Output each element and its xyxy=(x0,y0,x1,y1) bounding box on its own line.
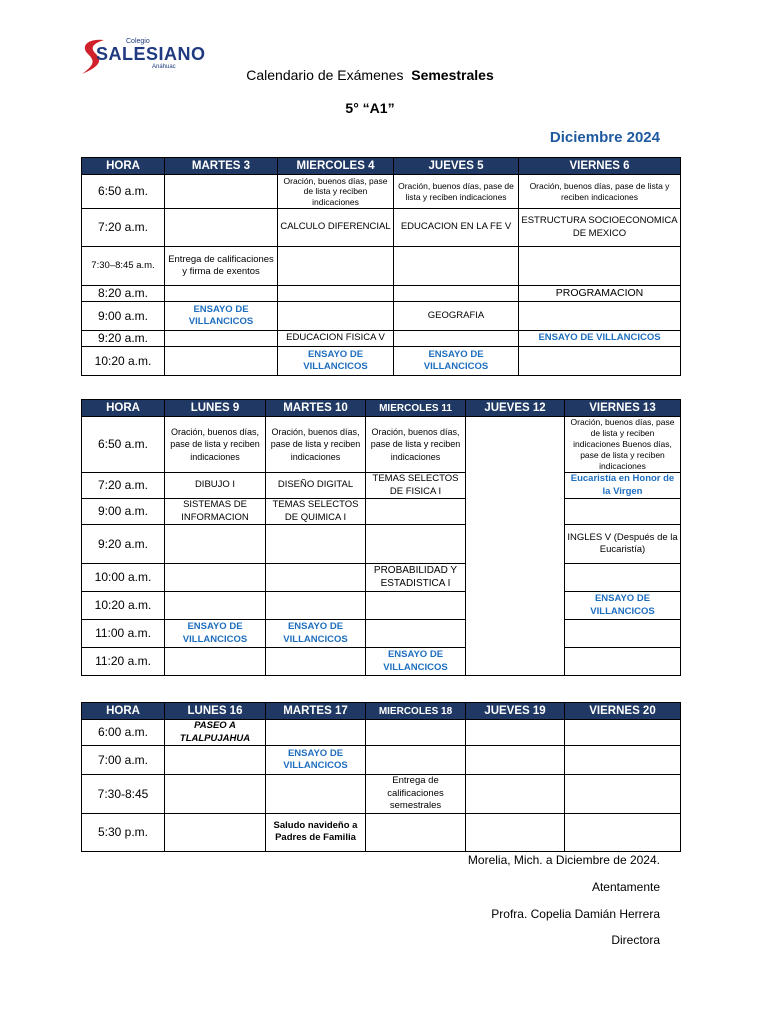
month-label: Diciembre 2024 xyxy=(549,129,660,146)
table-row xyxy=(82,247,681,286)
table-cell: Entrega de calificaciones y firma de exentos xyxy=(165,247,278,286)
logo-colegio-text: Colegio xyxy=(126,38,150,45)
table-row xyxy=(82,648,681,676)
hour-cell: 5:30 p.m. xyxy=(82,813,165,851)
table-cell: Oración, buenos días, pase de lista y reciben indicaciones xyxy=(266,417,366,473)
column-header: HORA xyxy=(82,400,165,417)
column-header: VIERNES 13 xyxy=(565,400,681,417)
table-row xyxy=(82,499,681,525)
table-cell: TEMAS SELECTOS DE QUIMICA I xyxy=(266,499,366,525)
table-header-row xyxy=(82,400,681,417)
table-cell xyxy=(266,775,366,814)
table-cell xyxy=(278,247,394,286)
table-row xyxy=(82,331,681,347)
table-cell xyxy=(266,592,366,620)
table-cell xyxy=(519,347,681,376)
table-cell xyxy=(165,564,266,592)
table-cell xyxy=(366,720,466,746)
table-cell: Oración, buenos días, pase de lista y reciben indicaciones xyxy=(165,417,266,473)
table-cell: PROGRAMACION xyxy=(519,286,681,302)
table-cell: Eucaristía en Honor de la Virgen xyxy=(565,473,681,499)
table-row xyxy=(82,620,681,648)
table-cell xyxy=(366,813,466,851)
table-cell xyxy=(165,175,278,209)
column-header: LUNES 16 xyxy=(165,703,266,720)
table-cell: ENSAYO DE VILLANCICOS xyxy=(266,620,366,648)
table-cell: PROBABILIDAD Y ESTADISTICA I xyxy=(366,564,466,592)
table-cell: DIBUJO I xyxy=(165,473,266,499)
hour-cell: 7:00 a.m. xyxy=(82,746,165,775)
table-cell: GEOGRAFIA xyxy=(394,302,519,331)
table-cell: ENSAYO DE VILLANCICOS xyxy=(165,302,278,331)
table-cell xyxy=(519,302,681,331)
table-cell xyxy=(565,720,681,746)
table-cell xyxy=(466,417,565,676)
table-cell: ENSAYO DE VILLANCICOS xyxy=(565,592,681,620)
table-cell xyxy=(165,775,266,814)
table-cell: EDUCACION EN LA FE V xyxy=(394,209,519,247)
table-cell xyxy=(565,499,681,525)
column-header: HORA xyxy=(82,158,165,175)
footer-signatory-name: Profra. Copelia Damián Herrera xyxy=(491,907,660,921)
schedule-table-week2 xyxy=(81,399,681,676)
schedule-table-week1 xyxy=(81,157,681,376)
table-cell xyxy=(165,648,266,676)
table-row xyxy=(82,746,681,775)
column-header: HORA xyxy=(82,703,165,720)
hour-cell: 6:50 a.m. xyxy=(82,175,165,209)
table-cell: Oración, buenos días, pase de lista y reciben indicaciones xyxy=(519,175,681,209)
column-header: VIERNES 20 xyxy=(565,703,681,720)
table-cell: SISTEMAS DE INFORMACION xyxy=(165,499,266,525)
table-cell xyxy=(266,525,366,564)
table-row xyxy=(82,347,681,376)
table-cell xyxy=(165,592,266,620)
table-cell: DISEÑO DIGITAL xyxy=(266,473,366,499)
column-header: JUEVES 5 xyxy=(394,158,519,175)
table-cell xyxy=(565,813,681,851)
table-row xyxy=(82,209,681,247)
table-cell xyxy=(394,331,519,347)
hour-cell: 10:00 a.m. xyxy=(82,564,165,592)
table-row xyxy=(82,175,681,209)
column-header: MARTES 17 xyxy=(266,703,366,720)
table-cell xyxy=(266,564,366,592)
table-row xyxy=(82,473,681,499)
hour-cell: 7:30-8:45 xyxy=(82,775,165,814)
table-cell xyxy=(466,720,565,746)
table-cell xyxy=(394,286,519,302)
table-cell xyxy=(565,775,681,814)
page-title xyxy=(0,67,740,83)
table-cell: ENSAYO DE VILLANCICOS xyxy=(394,347,519,376)
hour-cell: 9:00 a.m. xyxy=(82,302,165,331)
table-cell xyxy=(366,499,466,525)
footer-closing: Atentamente xyxy=(591,880,660,894)
hour-cell: 6:50 a.m. xyxy=(82,417,165,473)
table-cell xyxy=(278,286,394,302)
footer-place-date: Morelia, Mich. a Diciembre de 2024. xyxy=(467,853,660,867)
table-cell: ENSAYO DE VILLANCICOS xyxy=(519,331,681,347)
column-header: VIERNES 6 xyxy=(519,158,681,175)
table-cell xyxy=(466,746,565,775)
table-cell xyxy=(165,347,278,376)
table-cell: EDUCACION FISICA V xyxy=(278,331,394,347)
table-row xyxy=(82,813,681,851)
table-cell xyxy=(366,746,466,775)
hour-cell: 9:20 a.m. xyxy=(82,525,165,564)
table-row xyxy=(82,302,681,331)
table-row xyxy=(82,564,681,592)
column-header: MIERCOLES 11 xyxy=(366,400,466,417)
title-prefix: Calendario de Exámenes xyxy=(246,67,404,83)
logo-name-text: SALESIANO xyxy=(96,44,206,64)
table-row xyxy=(82,720,681,746)
table-cell xyxy=(165,286,278,302)
table-header-row xyxy=(82,158,681,175)
column-header: JUEVES 12 xyxy=(466,400,565,417)
table-cell: INGLES V (Después de la Eucaristía) xyxy=(565,525,681,564)
table-cell: ENSAYO DE VILLANCICOS xyxy=(366,648,466,676)
table-cell: Oración, buenos días, pase de lista y reciben indicaciones xyxy=(366,417,466,473)
table-cell xyxy=(366,592,466,620)
table-cell: Oración, buenos días, pase de lista y reciben indicaciones xyxy=(278,175,394,209)
table-header-row xyxy=(82,703,681,720)
table-cell xyxy=(278,302,394,331)
hour-cell: 9:20 a.m. xyxy=(82,331,165,347)
table-cell: CALCULO DIFERENCIAL xyxy=(278,209,394,247)
table-cell: Oración, buenos días, pase de lista y reciben indicaciones Buenos días, pase de lista y reciben indicaciones xyxy=(565,417,681,473)
table-cell xyxy=(565,746,681,775)
hour-cell: 10:20 a.m. xyxy=(82,347,165,376)
table-cell: Entrega de calificaciones semestrales xyxy=(366,775,466,814)
table-cell xyxy=(519,247,681,286)
grade-label: 5° “A1” xyxy=(345,100,395,116)
table-row xyxy=(82,417,681,473)
table-cell xyxy=(165,209,278,247)
table-cell xyxy=(266,648,366,676)
table-cell xyxy=(565,564,681,592)
hour-cell: 7:20 a.m. xyxy=(82,209,165,247)
table-cell xyxy=(565,620,681,648)
schedule-table-week3 xyxy=(81,702,681,852)
hour-cell: 8:20 a.m. xyxy=(82,286,165,302)
hour-cell: 7:30–8:45 a.m. xyxy=(82,247,165,286)
column-header: MARTES 10 xyxy=(266,400,366,417)
column-header: LUNES 9 xyxy=(165,400,266,417)
table-cell xyxy=(165,813,266,851)
table-cell xyxy=(366,525,466,564)
table-cell xyxy=(394,247,519,286)
table-cell xyxy=(466,775,565,814)
table-row xyxy=(82,775,681,814)
table-cell: ENSAYO DE VILLANCICOS xyxy=(278,347,394,376)
hour-cell: 11:20 a.m. xyxy=(82,648,165,676)
table-cell xyxy=(165,746,266,775)
title-bold: Semestrales xyxy=(411,67,494,83)
table-cell: ENSAYO DE VILLANCICOS xyxy=(165,620,266,648)
column-header: JUEVES 19 xyxy=(466,703,565,720)
logo-sub-text: Anáhuac xyxy=(152,64,176,70)
footer-signatory-role: Directora xyxy=(611,933,660,947)
hour-cell: 11:00 a.m. xyxy=(82,620,165,648)
hour-cell: 9:00 a.m. xyxy=(82,499,165,525)
table-cell: ENSAYO DE VILLANCICOS xyxy=(266,746,366,775)
table-cell xyxy=(565,648,681,676)
table-cell: ESTRUCTURA SOCIOECONOMICA DE MEXICO xyxy=(519,209,681,247)
table-cell: Oración, buenos días, pase de lista y reciben indicaciones xyxy=(394,175,519,209)
column-header: MIERCOLES 4 xyxy=(278,158,394,175)
table-cell xyxy=(165,525,266,564)
column-header: MARTES 3 xyxy=(165,158,278,175)
table-row xyxy=(82,286,681,302)
table-cell: Saludo navideño a Padres de Familia xyxy=(266,813,366,851)
column-header: MIERCOLES 18 xyxy=(366,703,466,720)
hour-cell: 6:00 a.m. xyxy=(82,720,165,746)
table-cell: PASEO A TLALPUJAHUA xyxy=(165,720,266,746)
table-cell: TEMAS SELECTOS DE FISICA I xyxy=(366,473,466,499)
table-cell xyxy=(266,720,366,746)
table-cell xyxy=(466,813,565,851)
hour-cell: 10:20 a.m. xyxy=(82,592,165,620)
table-cell xyxy=(366,620,466,648)
table-row xyxy=(82,525,681,564)
hour-cell: 7:20 a.m. xyxy=(82,473,165,499)
table-row xyxy=(82,592,681,620)
table-cell xyxy=(165,331,278,347)
